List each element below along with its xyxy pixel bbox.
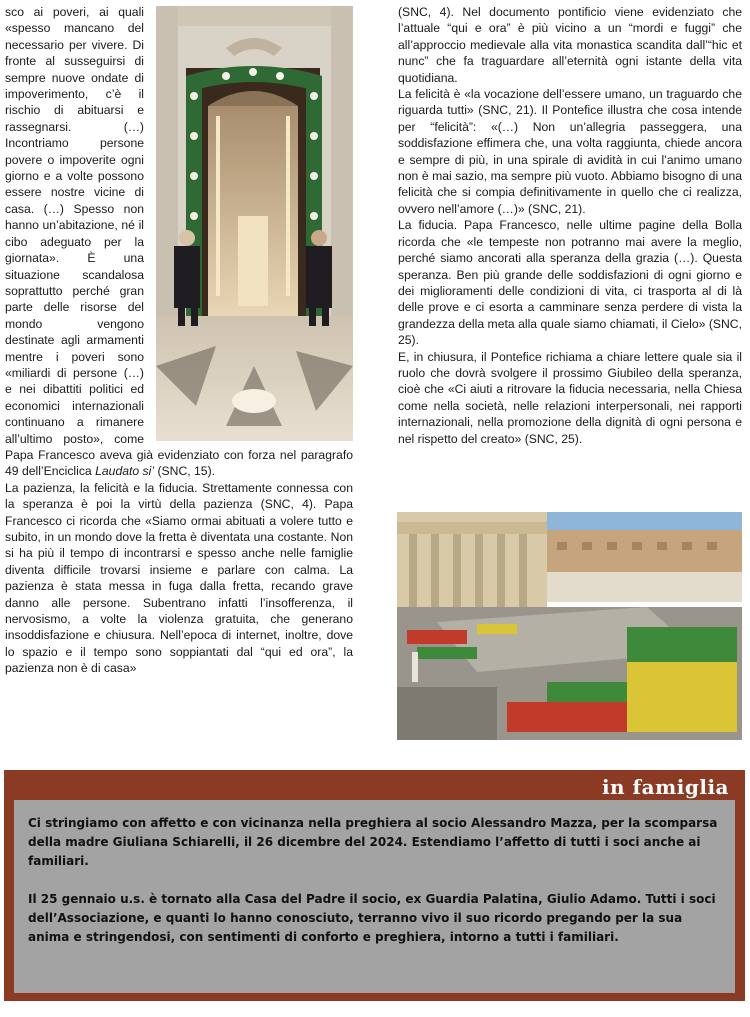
in-famiglia-notices <box>14 800 735 993</box>
holy-door-photo <box>156 6 353 441</box>
paragraph-trust: La fiducia. Papa Francesco, nelle ultime pagine della Bolla ricorda che «le tempeste non potranno mai avere la meglio, perché siamo ancorati alla speranza della grazia (…). Questa speranza. Ben più grande delle soddisfazioni di ogni giorno e dei miglioramenti delle condizioni di vita, ci trasporta al di là delle prove e ci esorta a camminare senza perdere di vista la grandezza della meta alla quale siamo chiamati, il Cielo» (SNC, 25). <box>398 218 742 348</box>
paragraph-poverty: sco ai poveri, ai quali «spesso mancano del necessario per vivere. Di fronte al susseguirsi di sempre nuove ondate di impoverimento, c’è il rischio di abituarsi e rassegnarsi. (…) Incontriamo persone povere o impoverite ogni giorno e a volte possono essere nostre vicine di casa. (…) Spesso non hanno un’abitazione, né il cibo adeguato per la giornata». È una situazione scandalosa soprattutto perché gran parte delle risorse del mondo vengono destinate agli armamenti mentre i poveri sono «miliardi di persone (…) e nei dibattiti politici ed economici internazionali continuano a rimanere all’ultimo posto», come Papa Francesco aveva già evidenziato con forza nel paragrafo 49 dell’Enciclica Laudato si’ (SNC, 15). <box>5 5 353 479</box>
paragraph-closing: E, in chiusura, il Pontefice richiama a chiare lettere quale sia il ruolo che dovrà svolgere il prossimo Giubileo della speranza, cioè che «Ci aiuti a ritrovare la fiducia necessaria, nella Chiesa come nella società, nelle relazioni interpersonali, nei rapporti internazionali, nella promozione della dignità di ogni persona e nel rispetto del creato» (SNC, 25). <box>398 349 742 446</box>
notice-condolence-adamo: Il 25 gennaio u.s. è tornato alla Casa del Padre il socio, ex Guardia Palatina, Giulio Adamo. Tutti i soci dell’Associazione, e quanti lo hanno conosciuto, terranno vivo il suo ricordo pregando per la sua anima e stringendosi, con sentimenti di conforto e preghiera, intorno a tutti i familiari. <box>28 892 716 944</box>
right-article-column <box>398 4 742 447</box>
notice-condolence-mazza: Ci stringiamo con affetto e con vicinanza nella preghiera al socio Alessandro Mazza, per la scomparsa della madre Giuliana Schiarelli, il 26 dicembre del 2024. Estendiamo l’affetto di tutti i soci anche ai familiari. <box>28 816 718 868</box>
paragraph-here-and-now: (SNC, 4). Nel documento pontificio viene evidenziato che l’attuale “qui e ora” è più vicino a un “mordi e fuggi” che all’approccio medievale alla vita monastica scandita dall’“hic et nunc” che fa traguardare all’eternità ogni istante della vita quotidiana. <box>398 5 742 85</box>
in-famiglia-box <box>4 770 745 1001</box>
paragraph-patience: La pazienza, la felicità e la fiducia. Strettamente connessa con la speranza è poi la virtù della pazienza (SNC, 4). Papa Francesco ci ricorda che «Siamo ormai abituati a volere tutto e subito, in un mondo dove la fretta è diventata una costante. Non si ha più il tempo di incontrarsi e spesso anche nelle famiglie diventa difficile trovarsi insieme e parlare con calma. La pazienza è stata messa in fuga dalla fretta, recando grave danno alle persone. Subentrano infatti l’insofferenza, il nervosismo, a volte la violenza gratuita, che generano insoddisfazione e chiusura. Nell’epoca di internet, inoltre, dove lo spazio e il tempo sono soppiantati dal “qui ed ora”, la pazienza non è di casa» <box>5 480 353 676</box>
paragraph-happiness: La felicità è «la vocazione dell’essere umano, un traguardo che riguarda tutti» (SNC, 21). Il Pontefice illustra che cosa intende per “felicità”: «(…) Non un’allegria passeggera, una soddisfazione effimera che, una volta raggiunta, chiede ancora e sempre di più, in una spirale di avidità in cui l’animo umano non è mai sazio, ma sempre più vuoto. Abbiamo bisogno di una felicità che si compia definitivamente in quello che ci realizza, ovvero nell’amore (…)» (SNC, 21). <box>398 87 742 216</box>
encyclical-title: Laudato si’ <box>95 464 155 479</box>
in-famiglia-title: in famiglia <box>601 775 729 799</box>
st-peters-square-photo <box>397 512 742 740</box>
left-article-column <box>5 4 353 677</box>
